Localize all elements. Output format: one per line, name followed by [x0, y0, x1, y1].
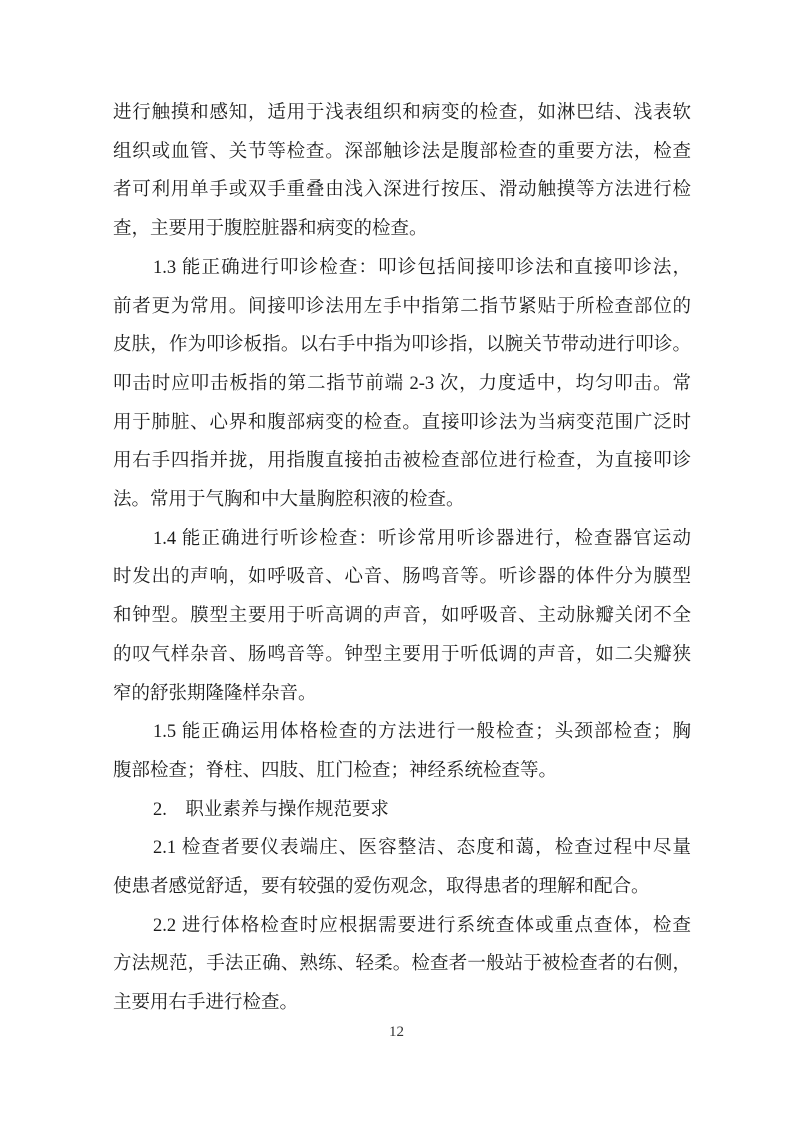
document-body: [113, 94, 691, 1023]
text-line: 方法规范，手法正确、熟练、轻柔。检查者一般站于被检查者的右侧，: [113, 954, 691, 975]
text-line: 组织或血管、关节等检查。深部触诊法是腹部检查的重要方法，检查: [113, 141, 691, 162]
text-line: 2.2 进行体格检查时应根据需要进行系统查体或重点查体，检查: [153, 915, 691, 936]
text-line: 1.3 能正确进行叩诊检查：叩诊包括间接叩诊法和直接叩诊法，: [153, 257, 691, 278]
text-line: 皮肤，作为叩诊板指。以右手中指为叩诊指，以腕关节带动进行叩诊。: [113, 335, 691, 356]
text-line: 2.1 检查者要仪表端庄、医容整洁、态度和蔼，检查过程中尽量: [153, 838, 691, 859]
text-line: 窄的舒张期隆隆样杂音。: [113, 683, 317, 704]
text-line: 和钟型。膜型主要用于听高调的声音，如呼吸音、主动脉瓣关闭不全: [113, 606, 691, 627]
text-line: 者可利用单手或双手重叠由浅入深进行按压、滑动触摸等方法进行检: [113, 180, 691, 201]
text-line: 法。常用于气胸和中大量胸腔积液的检查。: [113, 490, 465, 511]
text-line: 前者更为常用。间接叩诊法用左手中指第二指节紧贴于所检查部位的: [113, 296, 691, 317]
text-line: 用右手四指并拢，用指腹直接拍击被检查部位进行检查，为直接叩诊: [113, 451, 691, 472]
text-line: 时发出的声响，如呼吸音、心音、肠鸣音等。听诊器的体件分为膜型: [113, 567, 691, 588]
text-line: 查，主要用于腹腔脏器和病变的检查。: [113, 219, 428, 240]
text-line: 进行触摸和感知，适用于浅表组织和病变的检查，如淋巴结、浅表软: [113, 103, 691, 123]
text-line: 主要用右手进行检查。: [113, 993, 299, 1014]
text-line: 2. 职业素养与操作规范要求: [153, 799, 389, 820]
text-line: 1.4 能正确进行听诊检查：听诊常用听诊器进行，检查器官运动: [153, 528, 691, 549]
text-line: 叩击时应叩击板指的第二指节前端 2-3 次，力度适中，均匀叩击。常: [113, 373, 691, 394]
text-line: 腹部检查；脊柱、四肢、肛门检查；神经系统检查等。: [113, 760, 558, 781]
text-line: 使患者感觉舒适，要有较强的爱伤观念，取得患者的理解和配合。: [113, 877, 650, 898]
text-line: 的叹气样杂音、肠鸣音等。钟型主要用于听低调的声音，如二尖瓣狭: [113, 644, 691, 665]
text-line: 用于肺脏、心界和腹部病变的检查。直接叩诊法为当病变范围广泛时: [113, 412, 691, 433]
page-number: 12: [389, 1024, 404, 1040]
text-line: 1.5 能正确运用体格检查的方法进行一般检查；头颈部检查；胸: [153, 722, 691, 743]
